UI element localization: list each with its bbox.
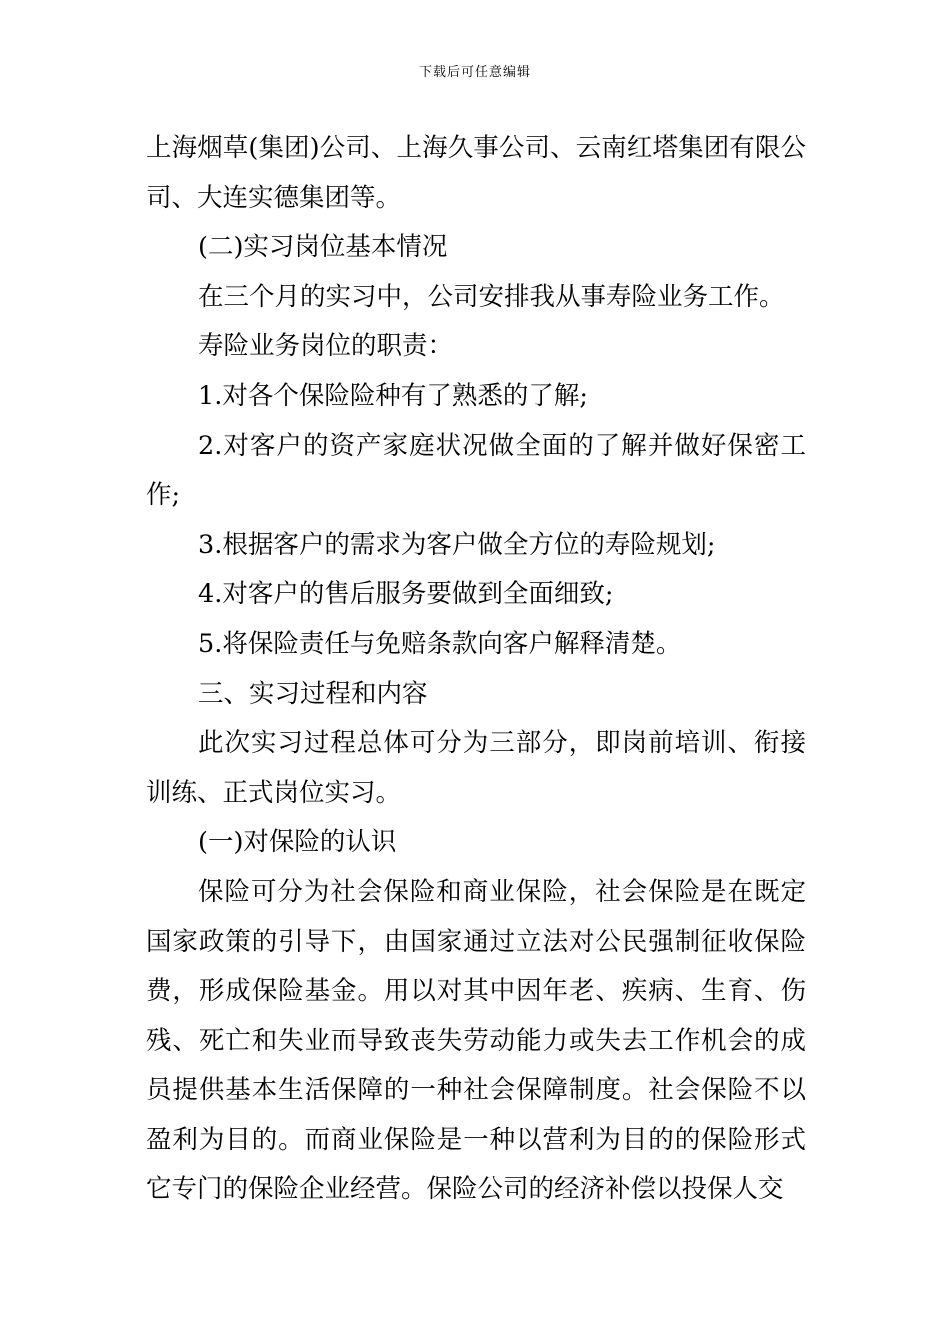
list-item: 2.对客户的资产家庭状况做全面的了解并做好保密工作; <box>146 430 806 511</box>
list-item: 4.对客户的售后服务要做到全面细致; <box>198 579 614 610</box>
list-item: 5.将保险责任与免赔条款向客户解释清楚。 <box>198 628 682 659</box>
list-item: 3.根据客户的需求为客户做全方位的寿险规划; <box>198 529 716 560</box>
section-heading: (一)对保险的认识 <box>198 827 397 858</box>
document-body <box>146 124 806 1215</box>
paragraph: 保险可分为社会保险和商业保险，社会保险是在既定国家政策的引导下，由国家通过立法对公民强制征收保险费，形成保险基金。用以对其中因年老、疾病、生育、伤残、死亡和失业而导致丧失劳动能力或失去工作机会的成员提供基本生活保障的一种社会保障制度。社会保险不以盈利为目的。而商业保险是一种以营利为目的的保险形式它专门的保险企业经营。保险公司的经济补偿以投保人交 <box>146 876 806 1205</box>
section-heading: (二)实习岗位基本情况 <box>198 232 448 263</box>
page-header: 下载后可任意编辑 <box>418 65 531 80</box>
section-heading: 三、实习过程和内容 <box>198 678 428 709</box>
paragraph: 在三个月的实习中，公司安排我从事寿险业务工作。 <box>198 281 785 312</box>
paragraph: 此次实习过程总体可分为三部分，即岗前培训、衔接训练、正式岗位实习。 <box>146 728 806 808</box>
paragraph: 寿险业务岗位的职责： <box>198 331 454 362</box>
paragraph: 上海烟草(集团)公司、上海久事公司、云南红塔集团有限公司、大连实德集团等。 <box>146 133 806 213</box>
list-item: 1.对各个保险险种有了熟悉的了解; <box>198 380 588 411</box>
